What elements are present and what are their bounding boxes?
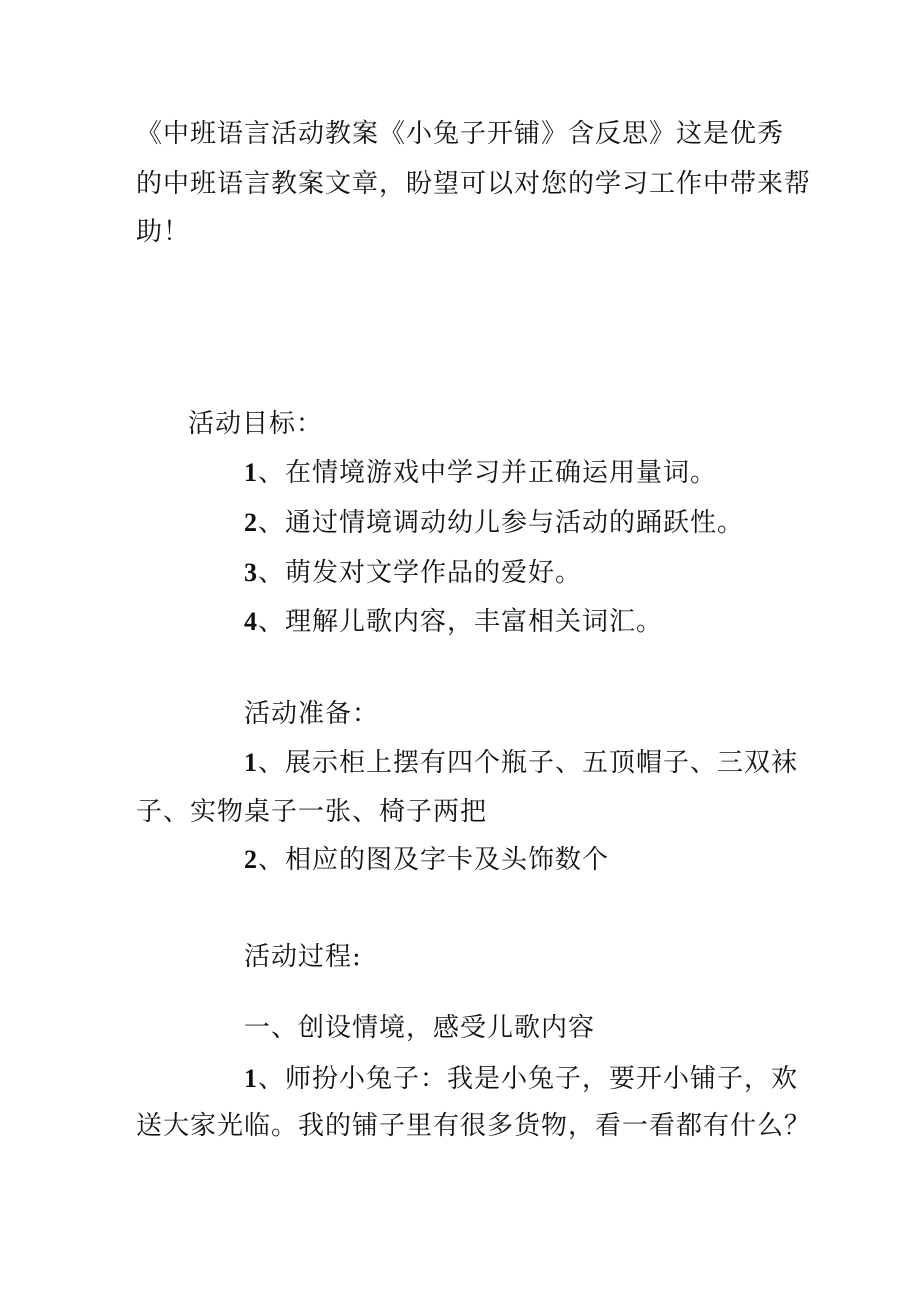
goal-item-2 <box>244 506 744 540</box>
goal-item-1 <box>244 456 717 490</box>
process-item-1-continued: 送大家光临。我的铺子里有很多货物，看一看都有什么？ <box>136 1111 812 1141</box>
goal-item-3 <box>244 556 582 590</box>
process-number: 1 <box>244 1064 258 1093</box>
goal-item-4 <box>244 605 663 639</box>
goals-heading: 活动目标： <box>188 409 324 439</box>
preparation-item-1 <box>244 746 798 780</box>
goal-text: 、萌发对文学作品的爱好。 <box>258 558 583 588</box>
intro-line-1: 《中班语言活动教案《小兔子开铺》含反思》这是优秀 <box>136 119 785 149</box>
process-section-1: 一、创设情境，感受儿歌内容 <box>244 1013 596 1043</box>
preparation-number: 2 <box>244 845 258 874</box>
goal-text: 、理解儿歌内容，丰富相关词汇。 <box>258 607 664 637</box>
preparation-item-2 <box>244 843 609 877</box>
goal-text: 、通过情境调动幼儿参与活动的踊跃性。 <box>258 508 745 538</box>
intro-line-2: 的中班语言教案文章，盼望可以对您的学习工作中带来帮 <box>136 169 812 199</box>
process-item-1 <box>244 1062 798 1096</box>
goal-number: 1 <box>244 458 258 487</box>
goal-number: 2 <box>244 508 258 537</box>
preparation-text: 、展示柜上摆有四个瓶子、五顶帽子、三双袜 <box>258 748 799 778</box>
process-text: 、师扮小兔子：我是小兔子，要开小铺子，欢 <box>258 1064 799 1094</box>
goal-text: 、在情境游戏中学习并正确运用量词。 <box>258 458 718 488</box>
goal-number: 3 <box>244 558 258 587</box>
process-heading: 活动过程: <box>244 942 362 972</box>
preparation-heading: 活动准备： <box>244 699 380 729</box>
preparation-number: 1 <box>244 748 258 777</box>
preparation-item-1-continued: 子、实物桌子一张、椅子两把 <box>136 797 488 827</box>
preparation-text: 、相应的图及字卡及头饰数个 <box>258 845 610 875</box>
intro-line-3: 助！ <box>136 217 191 247</box>
goal-number: 4 <box>244 607 258 636</box>
